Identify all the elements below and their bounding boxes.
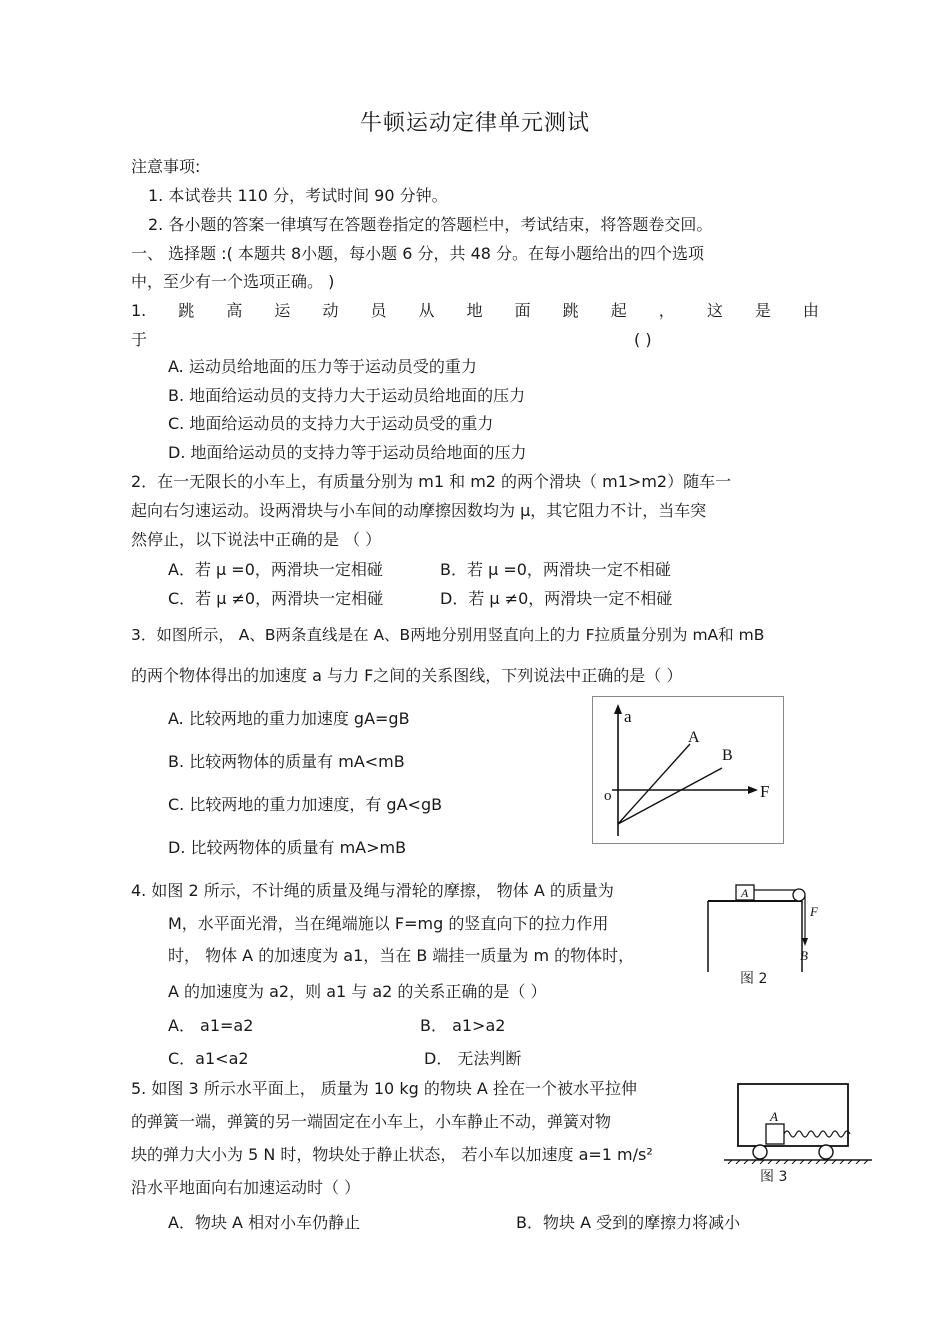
q1-stem-line2: 于 bbox=[131, 330, 148, 349]
q1-stem-char: 地 bbox=[466, 301, 483, 320]
page-title: 牛顿运动定律单元测试 bbox=[359, 111, 590, 136]
origin-label: o bbox=[604, 788, 612, 804]
q1-option-c: C. 地面给运动员的支持力大于运动员受的重力 bbox=[168, 414, 494, 433]
q2-option-c: C．若 μ ≠0，两滑块一定相碰 bbox=[168, 589, 384, 608]
y-axis-label: a bbox=[624, 707, 632, 726]
force-arrow bbox=[802, 938, 808, 946]
q5-cart-figure bbox=[722, 1076, 874, 1164]
q4-pulley-figure bbox=[706, 880, 826, 976]
wheel-right bbox=[819, 1145, 833, 1159]
x-axis-label: F bbox=[760, 782, 770, 801]
q1-answer-bracket: ( ) bbox=[634, 330, 652, 349]
q4-option-b: B． a1>a2 bbox=[420, 1016, 506, 1035]
block-a-label: A bbox=[770, 1109, 778, 1124]
line-a bbox=[618, 744, 690, 824]
q1-option-a: A. 运动员给地面的压力等于运动员受的重力 bbox=[168, 357, 477, 376]
q1-stem-char: 跳 bbox=[562, 301, 579, 320]
q1-stem-char: 从 bbox=[418, 301, 435, 320]
q1-stem-line1 bbox=[131, 301, 819, 321]
q4-option-c: C．a1<a2 bbox=[168, 1049, 249, 1068]
q2-option-a: A．若 μ =0，两滑块一定相碰 bbox=[168, 560, 383, 579]
q1-stem-char: 跳 bbox=[178, 301, 195, 320]
q3-option-b: B. 比较两物体的质量有 mA<mB bbox=[168, 752, 405, 771]
q1-stem-char: ， bbox=[658, 301, 675, 320]
line-b bbox=[618, 768, 722, 824]
q1-stem-char: 面 bbox=[514, 301, 531, 320]
q1-stem-char: 高 bbox=[226, 301, 243, 320]
notice-heading: 注意事项: bbox=[131, 157, 201, 176]
q3-a-f-graph bbox=[592, 696, 784, 844]
q1-stem-char: 是 bbox=[754, 301, 771, 320]
q4-stem-line1: 4. 如图 2 所示，不计绳的质量及绳与滑轮的摩擦， 物体 A 的质量为 bbox=[131, 881, 614, 900]
q4-option-a: A． a1=a2 bbox=[168, 1016, 254, 1035]
q3-option-a: A. 比较两地的重力加速度 gA=gB bbox=[168, 709, 410, 728]
q3-option-d: D. 比较两物体的质量有 mA>mB bbox=[168, 838, 407, 857]
q4-stem-line3: 时， 物体 A 的加速度为 a1，当在 B 端挂一质量为 m 的物体时， bbox=[168, 946, 635, 965]
q1-stem-char: 由 bbox=[802, 301, 819, 320]
q5-stem-line4: 沿水平地面向右加速运动时（ ） bbox=[131, 1178, 361, 1197]
line-a-label: A bbox=[688, 729, 700, 746]
block-a-label: A bbox=[741, 886, 749, 900]
q1-option-b: B. 地面给运动员的支持力大于运动员给地面的压力 bbox=[168, 386, 526, 405]
notice-item-1: 1. 本试卷共 110 分，考试时间 90 分钟。 bbox=[148, 186, 448, 205]
x-axis-arrow bbox=[748, 786, 758, 794]
q1-stem-char: 运 bbox=[274, 301, 291, 320]
q3-stem-line2: 的两个物体得出的加速度 a 与力 F之间的关系图线，下列说法中正确的是（ ） bbox=[131, 666, 683, 685]
q5-stem-line1: 5. 如图 3 所示水平面上， 质量为 10 kg 的物块 A 拴在一个被水平拉伸 bbox=[131, 1079, 637, 1098]
q3-stem-line1: 3．如图所示， A、B两条直线是在 A、B两地分别用竖直向上的力 F拉质量分别为 mA和 mB bbox=[131, 626, 765, 644]
q1-stem-char: 起 bbox=[610, 301, 627, 320]
wheel-left bbox=[753, 1145, 767, 1159]
q1-stem-char: 1. bbox=[131, 301, 147, 320]
pulley bbox=[793, 889, 805, 901]
q1-option-d: D. 地面给运动员的支持力等于运动员给地面的压力 bbox=[168, 443, 527, 462]
section-heading-line2: 中，至少有一个选项正确。 ) bbox=[131, 272, 335, 291]
q1-stem-char: 动 bbox=[322, 301, 339, 320]
figure-2-caption: 图 2 bbox=[740, 971, 768, 987]
q5-stem-line2: 的弹簧一端，弹簧的另一端固定在小车上，小车静止不动，弹簧对物 bbox=[131, 1112, 612, 1131]
q2-stem-line2: 起向右匀速运动。设两滑块与小车间的动摩擦因数均为 μ，其它阻力不计，当车突 bbox=[131, 501, 707, 520]
force-label: F bbox=[810, 904, 818, 919]
q5-option-b: B．物块 A 受到的摩擦力将减小 bbox=[516, 1213, 741, 1232]
q2-stem-line1: 2．在一无限长的小车上，有质量分别为 m1 和 m2 的两个滑块（ m1>m2）随车一 bbox=[131, 472, 732, 491]
y-axis-arrow bbox=[614, 704, 622, 714]
q4-option-d: D． 无法判断 bbox=[424, 1049, 522, 1068]
q2-option-b: B．若 μ =0，两滑块一定不相碰 bbox=[440, 560, 671, 579]
figure-3-caption: 图 3 bbox=[760, 1169, 788, 1185]
q1-stem-char: 员 bbox=[370, 301, 387, 320]
q4-stem-line2: M，水平面光滑，当在绳端施以 F=mg 的竖直向下的拉力作用 bbox=[168, 914, 609, 933]
q3-option-c: C. 比较两地的重力加速度，有 gA<gB bbox=[168, 795, 443, 814]
q5-stem-line3: 块的弹力大小为 5 N 时，物块处于静止状态， 若小车以加速度 a=1 m/s² bbox=[131, 1145, 653, 1164]
end-label: B bbox=[800, 948, 808, 963]
spring bbox=[784, 1131, 850, 1137]
line-b-label: B bbox=[722, 747, 733, 764]
q4-stem-line4: A 的加速度为 a2，则 a1 与 a2 的关系正确的是（ ） bbox=[168, 982, 547, 1001]
q2-stem-line3: 然停止，以下说法中正确的是 （ ） bbox=[131, 530, 382, 549]
q5-option-a: A．物块 A 相对小车仍静止 bbox=[168, 1213, 361, 1232]
notice-item-2: 2. 各小题的答案一律填写在答题卷指定的答题栏中，考试结束，将答题卷交回。 bbox=[148, 215, 713, 234]
block-a bbox=[766, 1124, 784, 1144]
q1-stem-char: 这 bbox=[706, 301, 723, 320]
q2-option-d: D．若 μ ≠0，两滑块一定不相碰 bbox=[440, 589, 673, 608]
section-heading-line1: 一、 选择题 :( 本题共 8小题，每小题 6 分，共 48 分。在每小题给出的四个选项 bbox=[131, 244, 705, 263]
